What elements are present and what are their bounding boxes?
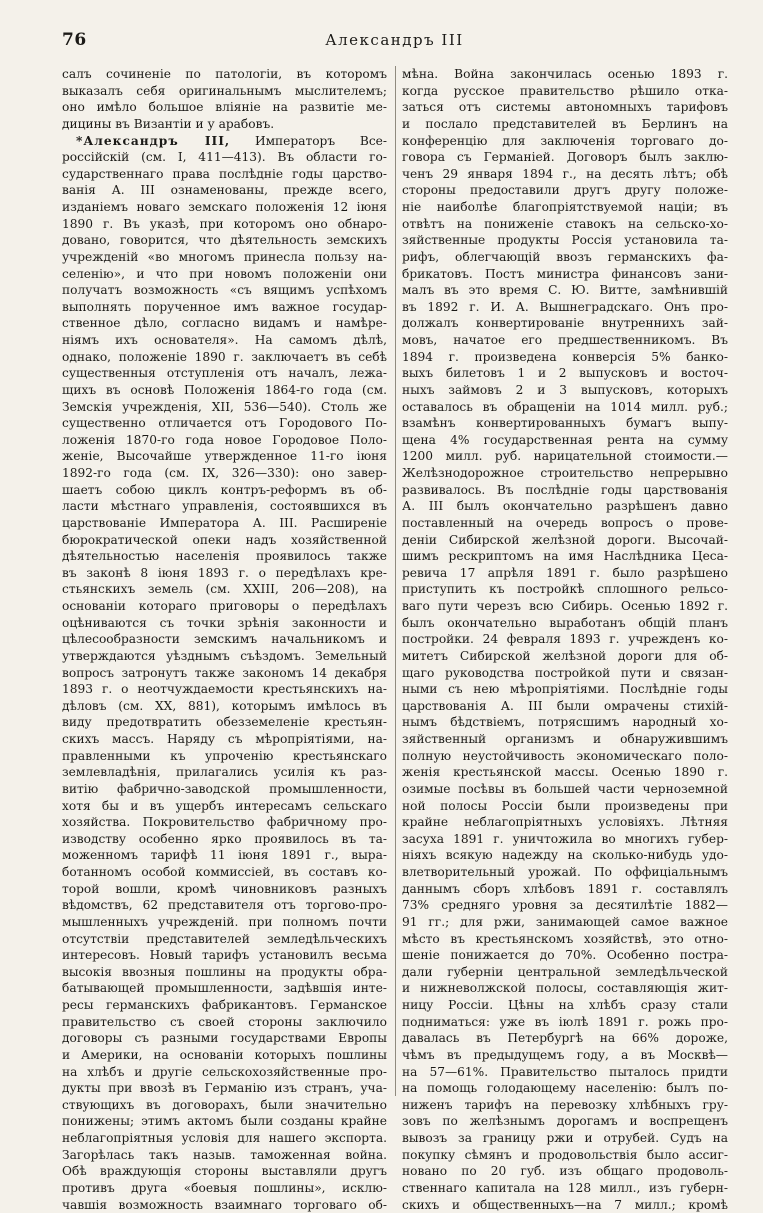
- text-line: [62, 914, 387, 931]
- text-line-content: Обѣ враждующія стороны выставляли другъ: [62, 1164, 387, 1178]
- text-line: [402, 947, 728, 964]
- text-line: [402, 964, 728, 981]
- text-line: [402, 399, 728, 416]
- text-line: [402, 116, 728, 133]
- text-line: [402, 714, 728, 731]
- text-line-content: царствованіе Императора А. III. Расширеніе: [62, 516, 387, 530]
- text-line-content: и нижневолжской полосы, составляющія жит-: [402, 981, 728, 995]
- text-line: [62, 166, 387, 183]
- text-line: [402, 897, 728, 914]
- text-line-content: выполнять порученное имъ важное государ-: [62, 300, 387, 314]
- text-line: [402, 1047, 728, 1064]
- text-line: [62, 581, 387, 598]
- text-line: [402, 615, 728, 632]
- text-line: [402, 681, 728, 698]
- text-line-content: торой вошли, кромѣ чиновниковъ разныхъ: [62, 882, 387, 896]
- text-line: [62, 665, 387, 682]
- text-line: [402, 315, 728, 332]
- text-line: [402, 565, 728, 582]
- text-line-content: зяйственный организмъ и обнаружившимъ: [402, 732, 728, 746]
- text-line-content: стьянскихъ земель (см. XXIII, 206—208), на: [62, 582, 387, 596]
- text-line: [402, 581, 728, 598]
- text-line-content: 1890 г. Въ указѣ, при которомъ оно обнаро-: [62, 217, 387, 231]
- text-line: [62, 498, 387, 515]
- text-line: [62, 781, 387, 798]
- text-line: [402, 665, 728, 682]
- text-line: [62, 814, 387, 831]
- text-line-content: взамѣнъ конвертированныхъ бумагъ выпу-: [402, 416, 728, 430]
- text-line: [62, 598, 387, 615]
- text-line: [402, 598, 728, 615]
- text-line-content: дицины въ Византіи и у арабовъ.: [62, 117, 274, 131]
- text-line: [62, 465, 387, 482]
- text-line-content: ласти мѣстнаго управленія, состоявшихся въ: [62, 499, 387, 513]
- text-line-content: хозяйства. Покровительство фабричному про-: [62, 815, 387, 829]
- text-line: [62, 897, 387, 914]
- text-line-content: зовъ по желѣзнымъ дорогамъ и воспрещенъ: [402, 1114, 728, 1128]
- text-line: [402, 216, 728, 233]
- text-line-content: ныхъ займовъ 2 и 3 выпусковъ, которыхъ: [402, 383, 728, 397]
- text-line-content: получатъ возможность «съ вящимъ успѣхомъ: [62, 283, 387, 297]
- page-header: [62, 30, 727, 52]
- text-line: [62, 947, 387, 964]
- text-line: [62, 266, 387, 283]
- text-line-content: шаетъ собою циклъ контръ-реформъ въ об-: [62, 483, 387, 497]
- text-line: [402, 798, 728, 815]
- text-line: [402, 631, 728, 648]
- text-line-content: довано, говорится, что дѣятельность земскихъ: [62, 233, 387, 247]
- text-line-content: учрежденій «во многомъ принесла пользу на-: [62, 250, 387, 264]
- text-line: [62, 515, 387, 532]
- text-line-content: выказалъ себя оригинальнымъ мыслителемъ;: [62, 84, 387, 98]
- text-line: [402, 548, 728, 565]
- text-line-content: зяйственные продукты Россія установила та-: [402, 233, 728, 247]
- text-line-content: 1200 милл. руб. нарицательной стоимости.—: [402, 449, 728, 463]
- text-line: [402, 349, 728, 366]
- text-line: [62, 798, 387, 815]
- text-line-content: мышленныхъ учрежденій. при полномъ почти: [62, 915, 387, 929]
- text-line: [62, 1147, 387, 1164]
- text-line: [402, 415, 728, 432]
- text-line: [402, 266, 728, 283]
- text-line-content: когда русское правительство рѣшило отка-: [402, 84, 728, 98]
- text-line: [402, 249, 728, 266]
- text-line-content: деніи Сибирской желѣзной дороги. Высочай-: [402, 533, 728, 547]
- text-line: [402, 182, 728, 199]
- text-line: [402, 199, 728, 216]
- text-line: [402, 282, 728, 299]
- text-line-content: основаніи котораго приговоры о передѣлахъ: [62, 599, 387, 613]
- text-line-content: мѣсто въ крестьянскомъ хозяйствѣ, это отно-: [402, 932, 728, 946]
- text-line-content: изданіемъ новаго земскаго положенія 12 іюня: [62, 200, 387, 214]
- text-line-content: ствующихъ въ договорахъ, были значительно: [62, 1098, 387, 1112]
- text-line-content: ственнаго капитала на 128 милл., изъ губерн-: [402, 1181, 728, 1195]
- text-line: [62, 432, 387, 449]
- text-line: [62, 133, 387, 150]
- text-line: [402, 149, 728, 166]
- text-line: [402, 166, 728, 183]
- text-line-content: скихъ массъ. Наряду съ мѣропріятіями, на-: [62, 732, 387, 746]
- text-line: [62, 232, 387, 249]
- text-line: [62, 565, 387, 582]
- text-line-content: противъ друга «боевыя пошлины», исклю-: [62, 1181, 387, 1195]
- text-line: [402, 1064, 728, 1081]
- text-line-content: ными съ нею мѣропріятіями. Послѣдніе годы: [402, 682, 728, 696]
- text-line: [402, 532, 728, 549]
- text-line-content: однако, положеніе 1890 г. заключаетъ въ себѣ: [62, 350, 387, 364]
- text-line-content: конференцію для заключенія торговаго до-: [402, 134, 728, 148]
- text-line: [62, 847, 387, 864]
- text-line-content: щихъ въ основѣ Положенія 1864-го года (см.: [62, 383, 387, 397]
- text-line: [402, 864, 728, 881]
- text-line-content: мовъ, начатое его предшественникомъ. Въ: [402, 333, 728, 347]
- text-line: [62, 1180, 387, 1197]
- text-line-content: должалъ конвертированіе внутреннихъ зай-: [402, 316, 728, 330]
- text-line: [402, 781, 728, 798]
- text-line: [62, 299, 387, 316]
- text-line: [402, 1130, 728, 1147]
- text-line: [62, 964, 387, 981]
- text-line: [402, 748, 728, 765]
- text-line-content: стороны предоставили другъ другу положе-: [402, 183, 728, 197]
- text-line-content: витію фабрично-заводской промышленности,: [62, 782, 387, 796]
- text-line: [402, 980, 728, 997]
- text-line-content: сударственнаго права послѣдніе годы царство-: [62, 167, 387, 181]
- text-line-content: 1894 г. произведена конверсія 5% банко-: [402, 350, 728, 364]
- text-line-content: Земскія учрежденія, XII, 536—540). Столь же: [62, 400, 387, 414]
- text-line: [402, 931, 728, 948]
- text-line-content: правленными къ упроченію крестьянскаго: [62, 749, 387, 763]
- text-line: [62, 764, 387, 781]
- text-line: [62, 1163, 387, 1180]
- text-line: [62, 1014, 387, 1031]
- text-line: [62, 881, 387, 898]
- text-line-content: высокія ввозныя пошлины на продукты обра-: [62, 965, 387, 979]
- text-line-content: правительство съ своей стороны заключило: [62, 1015, 387, 1029]
- text-line-content: понижены; этимъ актомъ были созданы крайне: [62, 1114, 387, 1128]
- text-line: [62, 448, 387, 465]
- column-divider: [395, 66, 396, 1096]
- left-column: [62, 66, 387, 1213]
- text-line-content: ниженъ тарифъ на перевозку хлѣбныхъ гру-: [402, 1098, 728, 1112]
- text-line: [62, 631, 387, 648]
- text-line: [402, 1113, 728, 1130]
- text-line: [62, 1113, 387, 1130]
- text-line-content: приступить къ постройкѣ сплошного рельсо-: [402, 582, 728, 596]
- text-line-content: Императоръ Все-: [230, 134, 387, 148]
- text-line: [62, 415, 387, 432]
- text-line-content: на помощь голодающему населенію: былъ по-: [402, 1081, 728, 1095]
- text-line: [402, 133, 728, 150]
- text-line-content: селенію», и что при новомъ положеніи они: [62, 267, 387, 281]
- text-line-content: новано по 20 губ. изъ общаго продоволь-: [402, 1164, 728, 1178]
- text-line: [62, 648, 387, 665]
- text-line-content: 73% средняго уровня за десятилѣтіе 1882—: [402, 898, 728, 912]
- text-line-content: вопросъ затронутъ также закономъ 14 декабря: [62, 666, 387, 680]
- text-line-content: 91 гг.; для ржи, занимающей самое важное: [402, 915, 728, 929]
- text-line-content: на 57—61%. Правительство пыталось придти: [402, 1065, 728, 1079]
- text-line-content: отсутствіи представителей земледѣльческихъ: [62, 932, 387, 946]
- text-line: [402, 515, 728, 532]
- text-line: [402, 914, 728, 931]
- text-line-content: 1893 г. о неотчуждаемости крестьянскихъ на-: [62, 682, 387, 696]
- text-line-content: постройки. 24 февраля 1893 г. учрежденъ ко-: [402, 632, 728, 646]
- text-line-content: покупку сѣмянъ и продовольствія было ассиг-: [402, 1148, 728, 1162]
- text-line-content: влетворительный урожай. По оффиціальнымъ: [402, 865, 728, 879]
- text-line: [62, 698, 387, 715]
- text-line-content: въ законѣ 8 іюня 1893 г. о передѣлахъ кре-: [62, 566, 387, 580]
- text-line-content: ніяхъ всякую надежду на сколько-нибудь удо-: [402, 848, 728, 862]
- article-headword: *Александръ III,: [76, 134, 230, 148]
- text-line: [402, 448, 728, 465]
- text-line-content: ванія А. III ознаменованы, прежде всего,: [62, 183, 387, 197]
- text-line-content: цѣлесообразности земскимъ начальникомъ и: [62, 632, 387, 646]
- text-line-content: дѣловъ (см. XX, 881), которымъ имѣлось въ: [62, 699, 387, 713]
- text-line-content: виду предотвратить обезземеленіе крестьян-: [62, 715, 387, 729]
- text-line: [402, 232, 728, 249]
- text-line-content: въ 1892 г. И. А. Вышнеградскаго. Онъ про-: [402, 300, 728, 314]
- text-line: [402, 83, 728, 100]
- text-line-content: шимъ рескриптомъ на имя Наслѣдника Цеса-: [402, 549, 728, 563]
- text-line-content: мѣна. Война закончилась осенью 1893 г.: [402, 67, 728, 81]
- text-line: [62, 1064, 387, 1081]
- text-line: [402, 847, 728, 864]
- text-line-content: вывозъ за границу ржи и отрубей. Судъ на: [402, 1131, 728, 1145]
- text-line-content: оставалось въ обращеніи на 1014 милл. руб.;: [402, 400, 728, 414]
- text-line-content: щаго руководства постройкой пути и связан-: [402, 666, 728, 680]
- text-line-content: царствованія А. III были омрачены стихій-: [402, 699, 728, 713]
- text-line: [62, 997, 387, 1014]
- text-line: [62, 349, 387, 366]
- text-line-content: россійскій (см. I, 411—413). Въ области го-: [62, 150, 387, 164]
- text-line-content: чѣмъ въ предыдущемъ году, а въ Москвѣ—: [402, 1048, 728, 1062]
- text-line: [62, 681, 387, 698]
- text-line: [62, 615, 387, 632]
- text-line: [62, 482, 387, 499]
- text-line: [62, 931, 387, 948]
- text-line: [402, 648, 728, 665]
- text-line: [402, 1014, 728, 1031]
- text-line: [62, 831, 387, 848]
- text-line: [402, 1030, 728, 1047]
- text-line-content: развивалось. Въ послѣдніе годы царствованія: [402, 483, 728, 497]
- text-line-content: брикатовъ. Постъ министра финансовъ зани-: [402, 267, 728, 281]
- text-line-content: интересовъ. Новый тарифъ установилъ весьма: [62, 948, 387, 962]
- text-line-content: щена 4% государственная рента на сумму: [402, 433, 728, 447]
- text-line: [62, 864, 387, 881]
- text-line: [402, 1163, 728, 1180]
- text-line-content: давалась въ Петербургѣ на 66% дороже,: [402, 1031, 728, 1045]
- text-line: [62, 249, 387, 266]
- text-line-content: хотя бы и въ ущербъ интересамъ сельскаго: [62, 799, 387, 813]
- text-line-content: женіе, Высочайше утвержденное 11-го іюня: [62, 449, 387, 463]
- text-line: [402, 382, 728, 399]
- text-line: [62, 66, 387, 83]
- text-line-content: салъ сочиненіе по патологіи, въ которомъ: [62, 67, 387, 81]
- text-line-content: озимые посѣвы въ большей части черноземной: [402, 782, 728, 796]
- running-head: Александръ III: [62, 31, 727, 49]
- text-line-content: на хлѣбъ и другіе сельскохозяйственные про-: [62, 1065, 387, 1079]
- text-line: [62, 315, 387, 332]
- text-line: [62, 748, 387, 765]
- text-line-content: ваго пути черезъ всю Сибирь. Осенью 1892 г.: [402, 599, 728, 613]
- text-line-content: А. III былъ окончательно разрѣшенъ давно: [402, 499, 728, 513]
- text-line-content: крайне неблагопріятныхъ условіяхъ. Лѣтняя: [402, 815, 728, 829]
- text-line-content: нымъ бѣдствіемъ, потрясшимъ народный хо-: [402, 715, 728, 729]
- text-line: [402, 332, 728, 349]
- text-line: [62, 182, 387, 199]
- text-line: [62, 1047, 387, 1064]
- text-line-content: Желѣзнодорожное строительство непрерывно: [402, 466, 728, 480]
- text-line: [402, 299, 728, 316]
- text-line-content: подниматься: уже въ іюлѣ 1891 г. рожь про-: [402, 1015, 728, 1029]
- text-line-content: рифъ, облегчающій ввозъ германскихъ фа-: [402, 250, 728, 264]
- text-line-content: ботанномъ особой коммиссіей, въ составъ ко-: [62, 865, 387, 879]
- text-line-content: малъ въ это время С. Ю. Витте, замѣнившій: [402, 283, 728, 297]
- text-line: [62, 548, 387, 565]
- text-line-content: заться отъ системы автономныхъ тарифовъ: [402, 100, 728, 114]
- text-line: [62, 980, 387, 997]
- text-line-content: даннымъ сборъ хлѣбовъ 1891 г. составлялъ: [402, 882, 728, 896]
- text-line: [402, 465, 728, 482]
- text-line-content: батывающей промышленности, задѣвшія инте-: [62, 981, 387, 995]
- text-line-content: ченъ 29 января 1894 г., на десять лѣтъ; обѣ: [402, 167, 728, 181]
- text-line-content: полную неустойчивость экономическаго поло-: [402, 749, 728, 763]
- text-line: [62, 116, 387, 133]
- text-line-content: неблагопріятныя условія для нашего экспорта.: [62, 1131, 387, 1145]
- text-line: [62, 199, 387, 216]
- text-line-content: 1892-го года (см. IX, 326—330): оно завер-: [62, 466, 387, 480]
- text-line-content: говора съ Германіей. Договоръ былъ заклю-: [402, 150, 728, 164]
- text-line-content: скихъ и общественныхъ—на 7 милл.; кромѣ: [402, 1198, 728, 1212]
- text-line-content: утверждаются уѣзднымъ съѣздомъ. Земельный: [62, 649, 387, 663]
- text-line: [402, 831, 728, 848]
- text-line: [402, 365, 728, 382]
- text-line-content: отвѣтъ на пониженіе ставокъ на сельско-хо-: [402, 217, 728, 231]
- text-line: [402, 698, 728, 715]
- text-line: [62, 1197, 387, 1213]
- text-line: [402, 432, 728, 449]
- text-line-content: митетъ Сибирской желѣзной дороги для об-: [402, 649, 728, 663]
- text-line-content: договоры съ разными государствами Европы: [62, 1031, 387, 1045]
- text-line: [402, 99, 728, 116]
- text-line-content: женія крестьянской массы. Осенью 1890 г.: [402, 765, 728, 779]
- text-line-content: дукты при ввозѣ въ Германію изъ странъ, уча-: [62, 1081, 387, 1095]
- text-line-content: вѣдомствъ, 62 представителя отъ торгово-про-: [62, 898, 387, 912]
- text-line-content: ственное дѣло, согласно видамъ и намѣре-: [62, 316, 387, 330]
- text-line: [402, 814, 728, 831]
- text-line: [62, 399, 387, 416]
- text-line: [402, 482, 728, 499]
- text-line: [62, 149, 387, 166]
- text-line-content: землевладѣнія, прилагались усилія къ раз-: [62, 765, 387, 779]
- text-line: [62, 731, 387, 748]
- text-line: [62, 332, 387, 349]
- text-line: [402, 1147, 728, 1164]
- text-line: [402, 997, 728, 1014]
- text-line-content: ніямъ ихъ основателя». На самомъ дѣлѣ,: [62, 333, 387, 347]
- text-line-content: ревича 17 апрѣля 1891 г. было разрѣшено: [402, 566, 728, 580]
- text-line-content: ницу Россіи. Цѣны на хлѣбъ сразу стали: [402, 998, 728, 1012]
- text-line-content: поставленный на очередь вопросъ о прове-: [402, 516, 728, 530]
- text-line: [402, 498, 728, 515]
- text-line-content: ной полосы Россіи были произведены при: [402, 799, 728, 813]
- text-line: [62, 1080, 387, 1097]
- text-line-content: и Америки, на основаніи которыхъ пошлины: [62, 1048, 387, 1062]
- text-line-content: моженномъ тарифѣ 11 іюня 1891 г., выра-: [62, 848, 387, 862]
- text-line-content: ложенія 1870-го года новое Городовое Поло-: [62, 433, 387, 447]
- text-line: [402, 731, 728, 748]
- text-line: [402, 881, 728, 898]
- text-line: [62, 365, 387, 382]
- text-line: [62, 532, 387, 549]
- text-line: [402, 1180, 728, 1197]
- text-line-content: оцѣниваются съ точки зрѣнія законности и: [62, 616, 387, 630]
- text-line: [402, 1197, 728, 1213]
- text-line: [62, 216, 387, 233]
- text-line-content: существенно отличается отъ Городового По-: [62, 416, 387, 430]
- text-line-content: дали губерніи центральной земледѣльческой: [402, 965, 728, 979]
- text-line-content: выхъ билетовъ 1 и 2 выпусковъ и восточ-: [402, 366, 728, 380]
- text-line: [402, 1080, 728, 1097]
- text-line-content: изводству особенно ярко проявилось въ та-: [62, 832, 387, 846]
- text-line-content: ресы германскихъ фабрикантовъ. Германское: [62, 998, 387, 1012]
- text-line: [402, 66, 728, 83]
- text-line: [62, 714, 387, 731]
- text-line-content: и послало представителей въ Берлинъ на: [402, 117, 728, 131]
- text-line-content: оно имѣло большое вліяніе на развитіе ме-: [62, 100, 387, 114]
- text-line-content: засуха 1891 г. уничтожила во многихъ губер-: [402, 832, 728, 846]
- text-line: [62, 382, 387, 399]
- text-line-content: бюрократической опеки надъ хозяйственной: [62, 533, 387, 547]
- text-line-content: Загорѣлась такъ назыв. таможенная война.: [62, 1148, 387, 1162]
- text-line: [402, 764, 728, 781]
- text-line: [62, 1130, 387, 1147]
- text-line: [62, 1030, 387, 1047]
- right-column: [402, 66, 728, 1213]
- text-line: [62, 282, 387, 299]
- text-line: [62, 83, 387, 100]
- text-line-content: ніе наиболѣе благопріятствуемой націи; въ: [402, 200, 728, 214]
- text-line-content: чавшія возможность взаимнаго торговаго об-: [62, 1198, 387, 1212]
- text-line-content: былъ окончательно выработанъ общій планъ: [402, 616, 728, 630]
- text-line-content: существенныя отступленія отъ началъ, лежа-: [62, 366, 387, 380]
- text-line: [62, 99, 387, 116]
- page-number: 76: [62, 30, 87, 50]
- text-line-content: дѣятельностью населенія проявилось также: [62, 549, 387, 563]
- text-line-content: шеніе понижается до 70%. Особенно постра-: [402, 948, 728, 962]
